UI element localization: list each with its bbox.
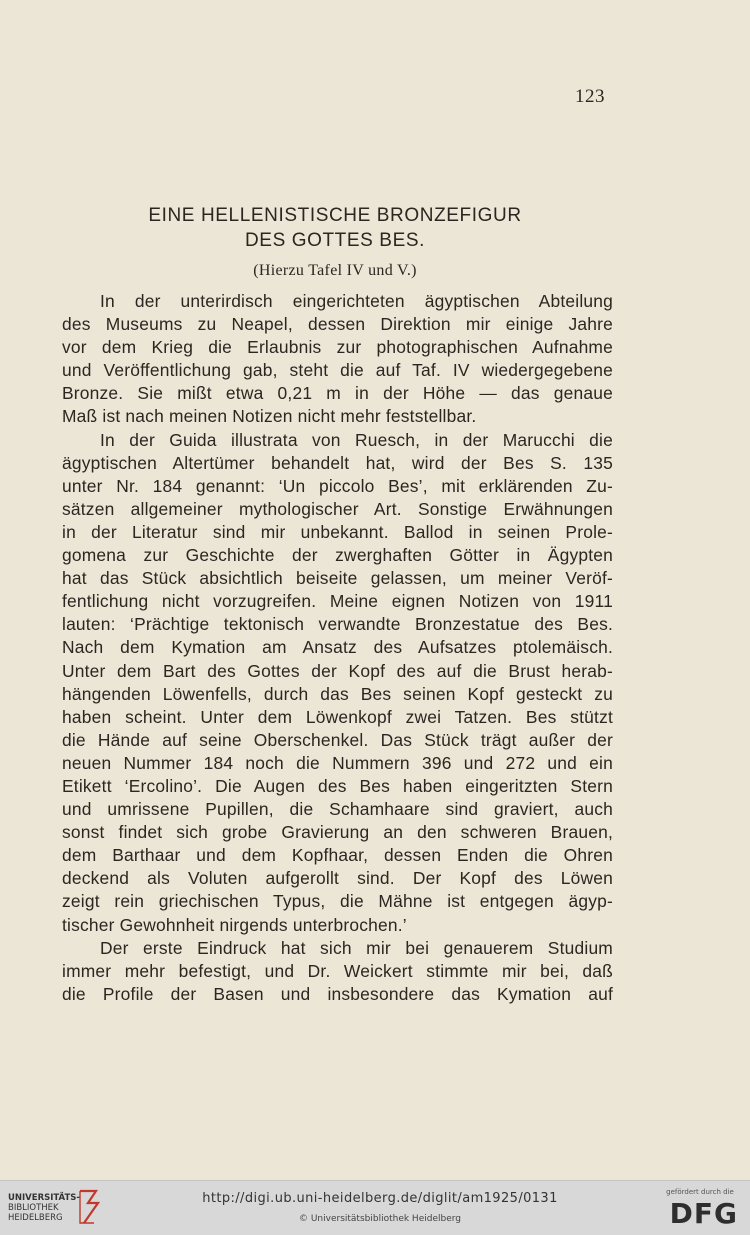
library-logo-line: HEIDELBERG [8, 1213, 63, 1223]
text-line: haben scheint. Unter dem Löwenkopf zwei Tatzen. Bes stützt [62, 706, 613, 727]
text-line: tischer Gewohnheit nirgends unterbrochen.’ [62, 914, 407, 935]
permalink[interactable]: http://digi.ub.uni-heidelberg.de/diglit/am1925/0131 [202, 1191, 558, 1206]
text-line: Bronze. Sie mißt etwa 0,21 m in der Höhe — das genaue [62, 383, 613, 404]
title-line-1: EINE HELLENISTISCHE BRONZEFIGUR [148, 205, 522, 226]
library-logo-line: UNIVERSITÄTS- [8, 1193, 80, 1203]
text-line: und Veröffentlichung gab, steht die auf Taf. IV wiedergegebene [62, 360, 613, 381]
text-line: neuen Nummer 184 noch die Nummern 396 und 272 und ein [62, 752, 613, 773]
text-line: in der Literatur sind mir unbekannt. Ballod in seinen Prole- [62, 521, 613, 542]
text-line: Nach dem Kymation am Ansatz des Aufsatzes ptolemäisch. [62, 637, 613, 658]
text-line: Etikett ‘Ercolino’. Die Augen des Bes haben eingeritzten Stern [62, 775, 613, 796]
library-logo-line: BIBLIOTHEK [8, 1203, 59, 1213]
article-title [60, 203, 610, 253]
text-line: hat das Stück absichtlich beiseite gelassen, um meiner Veröf- [62, 568, 613, 589]
text-line: Unter dem Bart des Gottes der Kopf des auf die Brust herab- [62, 660, 613, 681]
dfg-logo: DFG [669, 1197, 738, 1230]
library-emblem-icon [76, 1187, 102, 1227]
text-line: dem Barthaar und dem Kopfhaar, dessen Enden die Ohren [62, 845, 613, 866]
text-line: des Museums zu Neapel, dessen Direktion mir einige Jahre [62, 314, 613, 335]
text-line: ägyptischen Altertümer behandelt hat, wird der Bes S. 135 [62, 452, 613, 473]
text-line: unter Nr. 184 genannt: ‘Un piccolo Bes’, mit erklärenden Zu- [62, 475, 613, 496]
text-line: Der erste Eindruck hat sich mir bei genauerem Studium [100, 937, 613, 958]
title-line-2: DES GOTTES BES. [244, 230, 426, 251]
funding-note: gefördert durch die [666, 1188, 734, 1196]
body-text [62, 290, 613, 1006]
text-line: sätzen allgemeiner mythologischer Art. Sonstige Erwähnungen [62, 498, 613, 519]
plate-reference: (Hierzu Tafel IV und V.) [253, 262, 417, 279]
text-line: fentlichung nicht vorzugreifen. Meine eignen Notizen von 1911 [62, 591, 613, 612]
text-line: gomena zur Geschichte der zwerghaften Götter in Ägypten [62, 545, 613, 566]
text-line: die Profile der Basen und insbesondere das Kymation auf [62, 983, 613, 1004]
text-line: In der unterirdisch eingerichteten ägyptischen Abteilung [100, 291, 613, 311]
page-number: 123 [575, 86, 605, 107]
text-line: immer mehr befestigt, und Dr. Weickert stimmte mir bei, daß [62, 960, 613, 981]
text-line: deckend als Voluten aufgerollt sind. Der Kopf des Löwen [62, 868, 613, 889]
library-logo [8, 1193, 80, 1223]
text-line: lauten: ‘Prächtige tektonisch verwandte Bronzestatue des Bes. [62, 614, 613, 635]
text-line: zeigt rein griechischen Typus, die Mähne ist entgegen ägyp- [62, 891, 613, 912]
text-line: hängenden Löwenfells, durch das Bes seinen Kopf gesteckt zu [62, 683, 613, 704]
text-line: Maß ist nach meinen Notizen nicht mehr feststellbar. [62, 406, 477, 427]
copyright-notice: © Universitätsbibliothek Heidelberg [298, 1214, 461, 1224]
text-line: sonst findet sich grobe Gravierung an den schweren Brauen, [62, 822, 613, 843]
text-line: vor dem Krieg die Erlaubnis zur photographischen Aufnahme [62, 337, 613, 358]
text-line: In der Guida illustrata von Ruesch, in der Marucchi die [100, 429, 613, 450]
viewer-footer [0, 1180, 750, 1235]
text-line: die Hände auf seine Oberschenkel. Das Stück trägt außer der [62, 729, 613, 750]
text-line: und umrissene Pupillen, die Schamhaare sind graviert, auch [62, 799, 613, 820]
